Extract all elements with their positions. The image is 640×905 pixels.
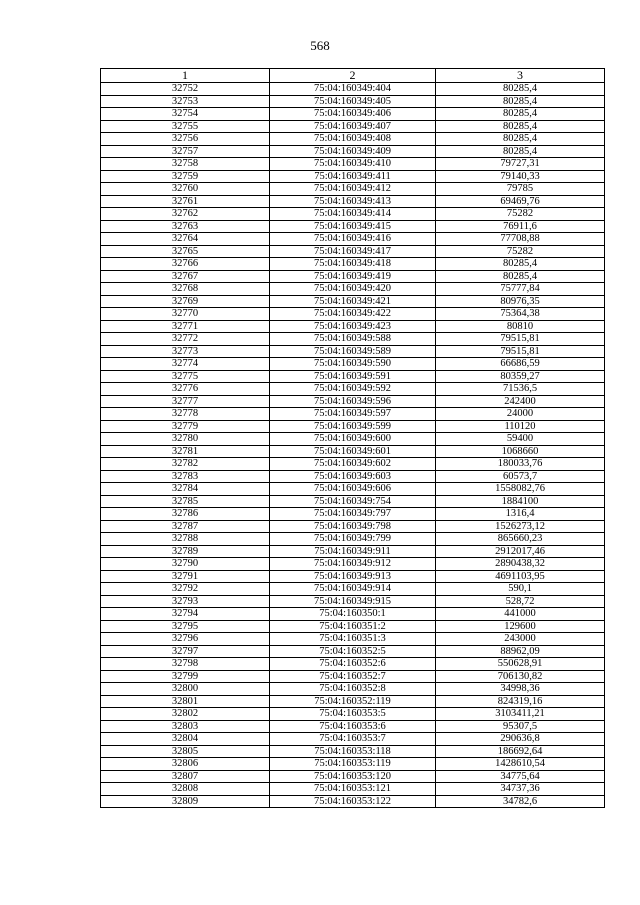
row-number-cell: 32806 (101, 758, 270, 771)
value-cell: 80285,4 (436, 145, 605, 158)
value-cell: 79515,81 (436, 333, 605, 346)
table-row (101, 333, 605, 346)
row-number-cell: 32774 (101, 358, 270, 371)
value-cell: 3103411,21 (436, 708, 605, 721)
row-number-cell: 32761 (101, 195, 270, 208)
cadastral-number-cell: 75:04:160349:592 (270, 383, 436, 396)
value-cell: 34775,64 (436, 770, 605, 783)
table-row (101, 158, 605, 171)
row-number-cell: 32777 (101, 395, 270, 408)
cadastral-number-cell: 75:04:160351:2 (270, 620, 436, 633)
value-cell: 80976,35 (436, 295, 605, 308)
value-cell: 34998,36 (436, 683, 605, 696)
value-cell: 242400 (436, 395, 605, 408)
row-number-cell: 32776 (101, 383, 270, 396)
value-cell: 110120 (436, 420, 605, 433)
table-row (101, 208, 605, 221)
table-row (101, 670, 605, 683)
column-header-2: 2 (270, 69, 436, 83)
row-number-cell: 32756 (101, 133, 270, 146)
value-cell: 80285,4 (436, 133, 605, 146)
page-number: 568 (310, 38, 330, 53)
table-row (101, 508, 605, 521)
row-number-cell: 32760 (101, 183, 270, 196)
cadastral-number-cell: 75:04:160349:420 (270, 283, 436, 296)
cadastral-number-cell: 75:04:160349:415 (270, 220, 436, 233)
row-number-cell: 32788 (101, 533, 270, 546)
cadastral-number-cell: 75:04:160352:6 (270, 658, 436, 671)
value-cell: 75282 (436, 208, 605, 221)
cadastral-number-cell: 75:04:160353:7 (270, 733, 436, 746)
cadastral-number-cell: 75:04:160353:118 (270, 745, 436, 758)
row-number-cell: 32775 (101, 370, 270, 383)
cadastral-number-cell: 75:04:160349:606 (270, 483, 436, 496)
value-cell: 180033,76 (436, 458, 605, 471)
table-row (101, 733, 605, 746)
cadastral-number-cell: 75:04:160349:591 (270, 370, 436, 383)
cadastral-number-cell: 75:04:160353:5 (270, 708, 436, 721)
cadastral-number-cell: 75:04:160349:417 (270, 245, 436, 258)
row-number-cell: 32754 (101, 108, 270, 121)
table-row (101, 683, 605, 696)
table-row (101, 358, 605, 371)
cadastral-number-cell: 75:04:160349:602 (270, 458, 436, 471)
table-row (101, 258, 605, 271)
row-number-cell: 32755 (101, 120, 270, 133)
row-number-cell: 32764 (101, 233, 270, 246)
value-cell: 528,72 (436, 595, 605, 608)
value-cell: 80285,4 (436, 95, 605, 108)
cadastral-number-cell: 75:04:160349:590 (270, 358, 436, 371)
value-cell: 75364,38 (436, 308, 605, 321)
header-row (101, 69, 605, 83)
value-cell: 75777,84 (436, 283, 605, 296)
table-row (101, 620, 605, 633)
cadastral-number-cell: 75:04:160349:912 (270, 558, 436, 571)
table-row (101, 170, 605, 183)
value-cell: 4691103,95 (436, 570, 605, 583)
table-row (101, 520, 605, 533)
row-number-cell: 32805 (101, 745, 270, 758)
cadastral-number-cell: 75:04:160349:799 (270, 533, 436, 546)
value-cell: 88962,09 (436, 645, 605, 658)
cadastral-number-cell: 75:04:160352:119 (270, 695, 436, 708)
cadastral-number-cell: 75:04:160349:911 (270, 545, 436, 558)
row-number-cell: 32800 (101, 683, 270, 696)
row-number-cell: 32778 (101, 408, 270, 421)
cadastral-number-cell: 75:04:160349:414 (270, 208, 436, 221)
row-number-cell: 32753 (101, 95, 270, 108)
value-cell: 80285,4 (436, 83, 605, 96)
cadastral-number-cell: 75:04:160349:588 (270, 333, 436, 346)
row-number-cell: 32769 (101, 295, 270, 308)
row-number-cell: 32802 (101, 708, 270, 721)
table-row (101, 595, 605, 608)
table-row (101, 770, 605, 783)
value-cell: 1428610,54 (436, 758, 605, 771)
row-number-cell: 32797 (101, 645, 270, 658)
cadastral-number-cell: 75:04:160349:412 (270, 183, 436, 196)
cadastral-number-cell: 75:04:160349:422 (270, 308, 436, 321)
value-cell: 186692,64 (436, 745, 605, 758)
value-cell: 590,1 (436, 583, 605, 596)
row-number-cell: 32781 (101, 445, 270, 458)
table-row (101, 720, 605, 733)
value-cell: 80285,4 (436, 258, 605, 271)
row-number-cell: 32794 (101, 608, 270, 621)
table-row (101, 608, 605, 621)
row-number-cell: 32790 (101, 558, 270, 571)
row-number-cell: 32804 (101, 733, 270, 746)
value-cell: 550628,91 (436, 658, 605, 671)
cadastral-number-cell: 75:04:160349:413 (270, 195, 436, 208)
cadastral-number-cell: 75:04:160349:798 (270, 520, 436, 533)
value-cell: 77708,88 (436, 233, 605, 246)
value-cell: 706130,82 (436, 670, 605, 683)
table-row (101, 133, 605, 146)
row-number-cell: 32771 (101, 320, 270, 333)
value-cell: 80285,4 (436, 120, 605, 133)
value-cell: 79785 (436, 183, 605, 196)
cadastral-number-cell: 75:04:160349:596 (270, 395, 436, 408)
value-cell: 129600 (436, 620, 605, 633)
cadastral-number-cell: 75:04:160352:8 (270, 683, 436, 696)
cadastral-number-cell: 75:04:160349:601 (270, 445, 436, 458)
row-number-cell: 32766 (101, 258, 270, 271)
table-row (101, 708, 605, 721)
value-cell: 1558082,76 (436, 483, 605, 496)
row-number-cell: 32757 (101, 145, 270, 158)
value-cell: 59400 (436, 433, 605, 446)
row-number-cell: 32780 (101, 433, 270, 446)
cadastral-number-cell: 75:04:160349:597 (270, 408, 436, 421)
value-cell: 1068660 (436, 445, 605, 458)
row-number-cell: 32752 (101, 83, 270, 96)
table-row (101, 320, 605, 333)
cadastral-number-cell: 75:04:160352:7 (270, 670, 436, 683)
table-body (101, 83, 605, 808)
row-number-cell: 32801 (101, 695, 270, 708)
table-row (101, 145, 605, 158)
cadastral-number-cell: 75:04:160349:416 (270, 233, 436, 246)
table-row (101, 545, 605, 558)
value-cell: 824319,16 (436, 695, 605, 708)
table-row (101, 233, 605, 246)
table-row (101, 370, 605, 383)
cadastral-number-cell: 75:04:160349:589 (270, 345, 436, 358)
cadastral-number-cell: 75:04:160350:1 (270, 608, 436, 621)
value-cell: 34782,6 (436, 795, 605, 808)
row-number-cell: 32791 (101, 570, 270, 583)
table-row (101, 445, 605, 458)
row-number-cell: 32768 (101, 283, 270, 296)
table-row (101, 345, 605, 358)
cadastral-number-cell: 75:04:160353:120 (270, 770, 436, 783)
value-cell: 60573,7 (436, 470, 605, 483)
table-row (101, 783, 605, 796)
cadastral-number-cell: 75:04:160349:411 (270, 170, 436, 183)
row-number-cell: 32807 (101, 770, 270, 783)
cadastral-number-cell: 75:04:160349:754 (270, 495, 436, 508)
table-row (101, 558, 605, 571)
row-number-cell: 32803 (101, 720, 270, 733)
table-row (101, 570, 605, 583)
table-row (101, 583, 605, 596)
value-cell: 71536,5 (436, 383, 605, 396)
value-cell: 95307,5 (436, 720, 605, 733)
value-cell: 2890438,32 (436, 558, 605, 571)
row-number-cell: 32799 (101, 670, 270, 683)
table-row (101, 483, 605, 496)
table-row (101, 458, 605, 471)
table-row (101, 270, 605, 283)
cadastral-number-cell: 75:04:160349:913 (270, 570, 436, 583)
row-number-cell: 32783 (101, 470, 270, 483)
cadastral-number-cell: 75:04:160349:797 (270, 508, 436, 521)
value-cell: 441000 (436, 608, 605, 621)
cadastral-number-cell: 75:04:160349:421 (270, 295, 436, 308)
row-number-cell: 32795 (101, 620, 270, 633)
value-cell: 290636,8 (436, 733, 605, 746)
cadastral-number-cell: 75:04:160349:600 (270, 433, 436, 446)
value-cell: 75282 (436, 245, 605, 258)
cadastral-number-cell: 75:04:160351:3 (270, 633, 436, 646)
cadastral-number-cell: 75:04:160349:419 (270, 270, 436, 283)
table-row (101, 120, 605, 133)
row-number-cell: 32798 (101, 658, 270, 671)
row-number-cell: 32784 (101, 483, 270, 496)
cadastral-number-cell: 75:04:160353:122 (270, 795, 436, 808)
value-cell: 76911,6 (436, 220, 605, 233)
row-number-cell: 32763 (101, 220, 270, 233)
table-row (101, 758, 605, 771)
table-row (101, 420, 605, 433)
table-row (101, 83, 605, 96)
table-row (101, 745, 605, 758)
table-row (101, 633, 605, 646)
value-cell: 80285,4 (436, 270, 605, 283)
cadastral-number-cell: 75:04:160349:410 (270, 158, 436, 171)
value-cell: 1316,4 (436, 508, 605, 521)
table-row (101, 95, 605, 108)
cadastral-number-cell: 75:04:160349:603 (270, 470, 436, 483)
value-cell: 79727,31 (436, 158, 605, 171)
value-cell: 80810 (436, 320, 605, 333)
table-row (101, 495, 605, 508)
table-row (101, 695, 605, 708)
value-cell: 69469,76 (436, 195, 605, 208)
row-number-cell: 32785 (101, 495, 270, 508)
value-cell: 2912017,46 (436, 545, 605, 558)
cadastral-number-cell: 75:04:160349:405 (270, 95, 436, 108)
cadastral-number-cell: 75:04:160349:408 (270, 133, 436, 146)
row-number-cell: 32789 (101, 545, 270, 558)
table-row (101, 295, 605, 308)
row-number-cell: 32809 (101, 795, 270, 808)
row-number-cell: 32779 (101, 420, 270, 433)
cadastral-number-cell: 75:04:160349:404 (270, 83, 436, 96)
cadastral-number-cell: 75:04:160349:409 (270, 145, 436, 158)
data-table (100, 68, 605, 808)
row-number-cell: 32765 (101, 245, 270, 258)
table-row (101, 795, 605, 808)
value-cell: 80359,27 (436, 370, 605, 383)
row-number-cell: 32793 (101, 595, 270, 608)
table-row (101, 195, 605, 208)
row-number-cell: 32758 (101, 158, 270, 171)
value-cell: 1526273,12 (436, 520, 605, 533)
table-row (101, 533, 605, 546)
row-number-cell: 32762 (101, 208, 270, 221)
value-cell: 34737,36 (436, 783, 605, 796)
table-row (101, 283, 605, 296)
table-row (101, 408, 605, 421)
row-number-cell: 32767 (101, 270, 270, 283)
row-number-cell: 32772 (101, 333, 270, 346)
column-header-3: 3 (436, 69, 605, 83)
row-number-cell: 32786 (101, 508, 270, 521)
cadastral-number-cell: 75:04:160349:914 (270, 583, 436, 596)
value-cell: 66686,59 (436, 358, 605, 371)
column-header-1: 1 (101, 69, 270, 83)
cadastral-number-cell: 75:04:160349:915 (270, 595, 436, 608)
cadastral-number-cell: 75:04:160349:599 (270, 420, 436, 433)
cadastral-number-cell: 75:04:160349:406 (270, 108, 436, 121)
table-row (101, 470, 605, 483)
row-number-cell: 32796 (101, 633, 270, 646)
row-number-cell: 32787 (101, 520, 270, 533)
table-row (101, 433, 605, 446)
table-row (101, 395, 605, 408)
table-row (101, 308, 605, 321)
cadastral-number-cell: 75:04:160353:6 (270, 720, 436, 733)
row-number-cell: 32770 (101, 308, 270, 321)
value-cell: 1884100 (436, 495, 605, 508)
table-row (101, 183, 605, 196)
row-number-cell: 32792 (101, 583, 270, 596)
value-cell: 243000 (436, 633, 605, 646)
table-row (101, 645, 605, 658)
value-cell: 80285,4 (436, 108, 605, 121)
row-number-cell: 32773 (101, 345, 270, 358)
table-row (101, 108, 605, 121)
row-number-cell: 32808 (101, 783, 270, 796)
value-cell: 24000 (436, 408, 605, 421)
value-cell: 79515,81 (436, 345, 605, 358)
cadastral-number-cell: 75:04:160353:119 (270, 758, 436, 771)
value-cell: 79140,33 (436, 170, 605, 183)
row-number-cell: 32782 (101, 458, 270, 471)
cadastral-number-cell: 75:04:160349:418 (270, 258, 436, 271)
value-cell: 865660,23 (436, 533, 605, 546)
cadastral-number-cell: 75:04:160352:5 (270, 645, 436, 658)
cadastral-number-cell: 75:04:160353:121 (270, 783, 436, 796)
table-row (101, 220, 605, 233)
row-number-cell: 32759 (101, 170, 270, 183)
cadastral-number-cell: 75:04:160349:407 (270, 120, 436, 133)
table-row (101, 245, 605, 258)
table-row (101, 658, 605, 671)
cadastral-number-cell: 75:04:160349:423 (270, 320, 436, 333)
table-row (101, 383, 605, 396)
